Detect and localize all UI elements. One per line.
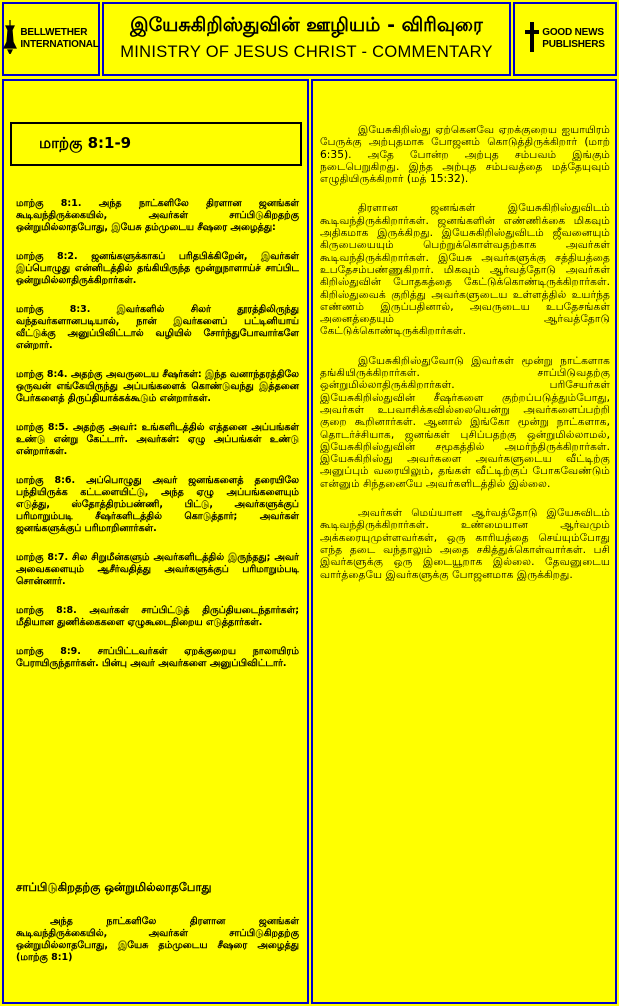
closing-verse: அந்த நாட்களிலே திரளான ஜனங்கள் கூடிவந்திருக்கையில், அவர்கள் சாப்பிடுகிறதற்கு ஒன்றுமில்லாதபோது, இயேசு தம்முடைய சீஷரை அழைத்து (மாற்கு 8:1) <box>16 916 299 963</box>
verse-item: மாற்கு 8:5. அதற்கு அவர்: உங்களிடத்தில் எத்தனை அப்பங்கள் உண்டு என்று கேட்டார். அவர்கள்: ஏழு அப்பங்கள் உண்டு என்றார்கள். <box>16 422 299 457</box>
logo-line1: GOOD NEWS <box>542 27 604 38</box>
verse-item: மாற்கு 8:2. ஜனங்களுக்காகப் பரிதபிக்கிறேன், இவர்கள் இப்பொழுது என்னிடத்தில் தங்கியிருந்த மூன்றுநாளாய்ச் சாப்பிட ஒன்றுமில்லாதிருக்கிறார்கள். <box>16 251 299 286</box>
commentary-paragraph: திரளான ஜனங்கள் இயேசுகிறிஸ்துவிடம் கூடிவந்திருக்கிறார்கள். ஜனங்களின் எண்ணிக்கை மிகவும் அதிகமாக இருக்கிறது. இயேசுகிறிஸ்துவிடம் ஜீவனையும் கிருபையையும் பெற்றுக்கொள்வதற்காக அவர்கள் கூடிவந்திருக்கிறார்கள். இயேசு அவர்களுக்கு சத்தியத்தை உபதேசம்பண்ணுகிறார். மிகவும் ஆர்வத்தோடு அவர்கள் கிறிஸ்துவின் போதகத்தை கேட்டுக்கொண்டிருக்கிறார்கள். கிறிஸ்துவைக் குறித்து அவர்களுடைய உள்ளத்தில் உயர்ந்த எண்ணம் இருப்பதினால், அவருடைய உபதேசங்கள் அனைத்தையும் ஆர்வத்தோடு கேட்டுக்கொண்டிருக்கிறார்கள். <box>320 201 610 338</box>
verse-item: மாற்கு 8:1. அந்த நாட்களிலே திரளான ஜனங்கள் கூடிவந்திருக்கையில், அவர்கள் சாப்பிடுகிறதற்கு ஒன்றுமில்லாதபோது, இயேசு தம்முடைய சீஷரை அழைத்து: <box>16 198 299 233</box>
publisher-logo-left <box>2 2 100 76</box>
commentary-text <box>320 124 610 598</box>
commentary-paragraph: அவர்கள் மெய்யான ஆர்வத்தோடு இயேசுவிடம் கூடிவந்திருக்கிறார்கள். உண்மையான ஆர்வமும் அக்கரையுமுள்ளவர்கள், ஒரு காரியத்தை செய்யும்போது எந்த தடை வந்தாலும் அதை சகித்துக்கொள்வார்கள். பசி இவர்களுக்கு ஒரு இடையூறாக இல்லை. தேவனுடைய வார்த்தையே இவர்களுக்கு போஜனமாக இருக்கிறது. <box>320 506 610 581</box>
verse-item: மாற்கு 8:6. அப்பொழுது அவர் ஜனங்களைத் தரையிலே பந்தியிருக்க கட்டளையிட்டு, அந்த ஏழு அப்பங்களையும் எடுத்து, ஸ்தோத்திரம்பண்ணி, பிட்டு, அவர்களுக்குப் பரிமாறும்படி சீஷர்களிடத்தில் கொடுத்தார்; அவர்கள் ஜனங்களுக்குப் பரிமாறினார்கள். <box>16 475 299 534</box>
commentary-paragraph: இயேசுகிறிஸ்து ஏற்கெனவே ஏறக்குறைய ஐயாயிரம் பேருக்கு அற்புதமாக போஜனம் கொடுத்திருக்கிறார் (மாற் 6:35). அதே போன்ற அற்புத சம்பவம் இங்கும் நடைபெறுகிறது. இந்த அற்புத சம்பவத்தை மத்தேயுவும் எழுதியிருக்கிறார் (மத் 15:32). <box>320 123 610 186</box>
logo-line2: INTERNATIONAL <box>20 39 99 50</box>
verse-list <box>16 198 299 687</box>
scripture-reference-box <box>10 122 302 166</box>
verse-item: மாற்கு 8:8. அவர்கள் சாப்பிட்டுத் திருப்தியடைந்தார்கள்; மீதியான துணிக்கைகளை ஏழுகூடைநிறைய எடுத்தார்கள். <box>16 605 299 628</box>
verse-item: மாற்கு 8:7. சில சிறுமீன்களும் அவர்களிடத்தில் இருந்தது; அவர் அவைகளையும் ஆசீர்வதித்து அவர்களுக்குப் பரிமாறும்படி சொன்னார். <box>16 552 299 587</box>
title-tamil: இயேசுகிறிஸ்துவின் ஊழியம் - விரிவுரை <box>130 14 483 36</box>
bell-icon <box>3 20 17 58</box>
cross-icon <box>525 22 539 56</box>
publisher-logo-right <box>513 2 617 76</box>
page-header <box>102 2 511 76</box>
scripture-reference: மாற்கு 8:1-9 <box>39 134 132 152</box>
title-english: MINISTRY OF JESUS CHRIST - COMMENTARY <box>120 43 493 61</box>
verse-item: மாற்கு 8:9. சாப்பிட்டவர்கள் ஏறக்குறைய நாலாயிரம் பேராயிருந்தார்கள். பின்பு அவர் அவர்களை அனுப்பிவிட்டார். <box>16 646 299 669</box>
logo-line1: BELLWETHER <box>20 27 88 38</box>
commentary-paragraph: இயேசுகிறிஸ்துவோடு இவர்கள் மூன்று நாட்களாக தங்கியிருக்கிறார்கள். சாப்பிடுவதற்கு ஒன்றுமில்லாதிருக்கிறார்கள். பரிசேயர்கள் இயேசுகிறிஸ்துவின் சீஷர்களை குற்றப்படுத்தும்போது, அவர்கள் உபவாசிக்கவில்லையென்று அவர்களைப்பற்றி குறை கூறினார்கள். ஆனால் இங்கோ மூன்று நாட்களாக, தொடர்ச்சியாக, ஜனங்கள் புசிப்பதற்கு ஒன்றுமில்லாமல், இயேசுகிறிஸ்துவின் சமூகத்தில் அமர்ந்திருக்கிறார்கள். இயேசுகிறிஸ்து அவர்களை அவர்களுடைய வீட்டிற்கு அனுப்பும் வரையிலும், தங்கள் வீட்டிற்குப் போகவேண்டும் என்னும் சிந்தனையே அவர்களிடத்தில் இல்லை. <box>320 353 610 490</box>
section-subheading: சாப்பிடுகிறதற்கு ஒன்றுமில்லாதபோது <box>16 880 212 894</box>
logo-line2: PUBLISHERS <box>542 39 605 50</box>
verse-item: மாற்கு 8:4. அதற்கு அவருடைய சீஷர்கள்: இந்த வனாந்தரத்திலே ஒருவன் எங்கேயிருந்து அப்பங்களைக் கொண்டுவந்து இத்தனை பேர்களைத் திருப்தியாக்கக்கூடும் என்றார்கள். <box>16 369 299 404</box>
verse-item: மாற்கு 8:3. இவர்களில் சிலர் தூரத்திலிருந்து வந்தவர்களானபடியால், நான் இவர்களைப் பட்டினியாய் வீட்டுக்கு அனுப்பிவிட்டால் வழியில் சோர்ந்துபோவார்களே என்றார். <box>16 304 299 351</box>
